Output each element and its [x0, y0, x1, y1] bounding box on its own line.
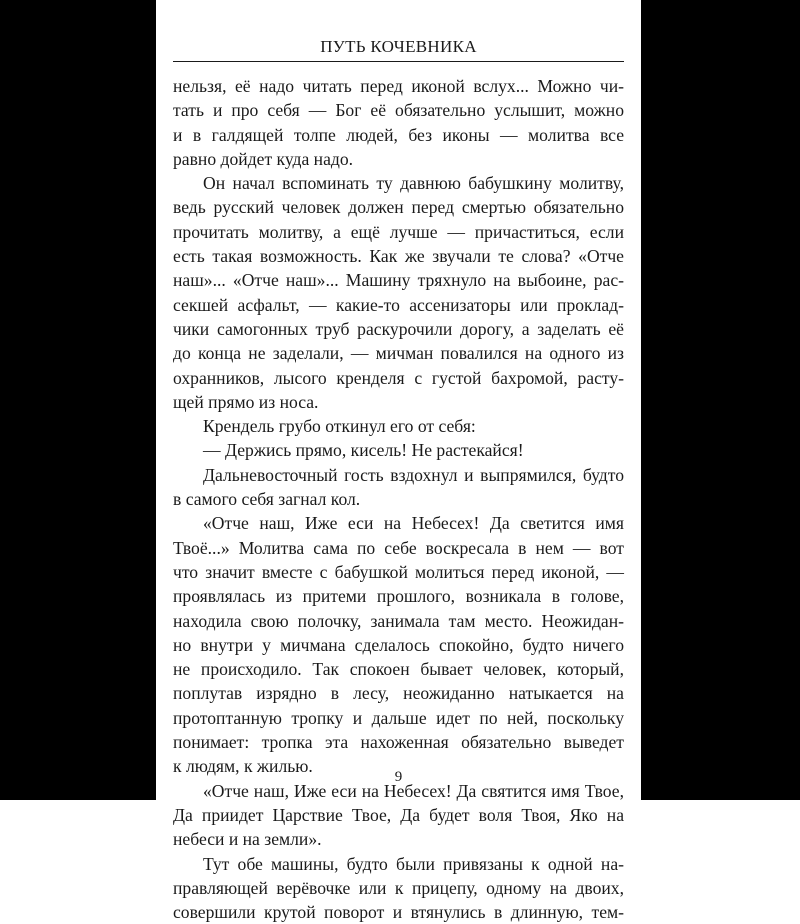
text-line: находила свою полочку, занимала там место. Неожидан-: [173, 610, 624, 631]
text-line: совершили крутой поворот и втянулись в длинную, тем-: [173, 902, 624, 923]
text-line: понимает: тропка эта нахоженная обязательно выведет: [173, 732, 624, 753]
text-line: есть такая возможность. Как же звучали те слова? «Отче: [173, 246, 624, 267]
book-page: [156, 0, 641, 923]
text-line: секшей асфальт, — какие-то ассенизаторы или проклад-: [173, 294, 624, 315]
text-line: правляющей верёвочке или к прицепу, одному на двоих,: [173, 877, 624, 898]
text-line: чики самогонных труб раскурочили дорогу, а заделать её: [173, 318, 624, 339]
text-line: Дальневосточный гость вздохнул и выпрямился, будто: [203, 464, 624, 485]
text-line: проявлялась из притеми прошлого, возникала в голове,: [173, 586, 624, 607]
text-line: охранников, лысого кренделя с густой бахромой, расту-: [173, 367, 624, 388]
text-line: Тут обе машины, будто были привязаны к одной на-: [203, 853, 624, 874]
text-line: в самого себя загнал кол.: [173, 489, 361, 510]
header-rule: [173, 61, 624, 62]
text-line: но внутри у мичмана сделалось спокойно, будто ничего: [173, 634, 624, 655]
text-line: Твоё...» Молитва сама по себе воскресала в нем — вот: [173, 537, 624, 558]
text-line: Он начал вспоминать ту давнюю бабушкину молитву,: [203, 173, 624, 194]
left-margin-bar: [0, 0, 156, 800]
text-line: наш»... «Отче наш»... Машину тряхнуло на выбоине, рас-: [173, 270, 624, 291]
text-line: и в галдящей толпе людей, без иконы — молитва все: [173, 124, 624, 145]
text-line: нельзя, её надо читать перед иконой вслух... Можно чи-: [173, 76, 624, 96]
running-title: ПУТЬ КОЧЕВНИКА: [320, 37, 477, 56]
right-margin-bar: [641, 0, 800, 800]
text-line: что значит вместе с бабушкой молиться перед иконой, —: [173, 561, 624, 582]
text-line: «Отче наш, Иже еси на Небесех! Да святится имя Твое,: [203, 780, 624, 801]
text-line: Да приидет Царствие Твое, Да будет воля Твоя, Яко на: [173, 804, 624, 825]
text-line: тать и про себя — Бог её обязательно услышит, можно: [173, 100, 624, 121]
text-line: до конца не заделали, — мичман повалился на одного из: [173, 343, 624, 364]
page-number: 9: [394, 769, 403, 785]
text-line: протоптанную тропку и дальше идет по ней, поскольку: [173, 707, 624, 728]
text-line: Крендель грубо откинул его от себя:: [203, 416, 476, 437]
text-line: щей прямо из носа.: [173, 391, 319, 412]
text-line: небеси и на земли».: [173, 829, 322, 850]
text-line: — Держись прямо, кисель! Не растекайся!: [203, 440, 524, 461]
text-line: ведь русский человек должен перед смертью обязательно: [173, 197, 624, 218]
text-line: не происходило. Так спокоен бывает человек, который,: [173, 659, 624, 680]
text-line: «Отче наш, Иже еси на Небесех! Да светится имя: [203, 513, 624, 534]
text-line: прочитать молитву, а ещё лучше — причаститься, если: [173, 221, 624, 242]
text-line: равно дойдет куда надо.: [173, 148, 354, 169]
text-line: поплутав изрядно в лесу, неожиданно натыкается на: [173, 683, 624, 704]
page-body-text: [173, 74, 624, 924]
text-line: к людям, к жилью.: [173, 756, 313, 777]
